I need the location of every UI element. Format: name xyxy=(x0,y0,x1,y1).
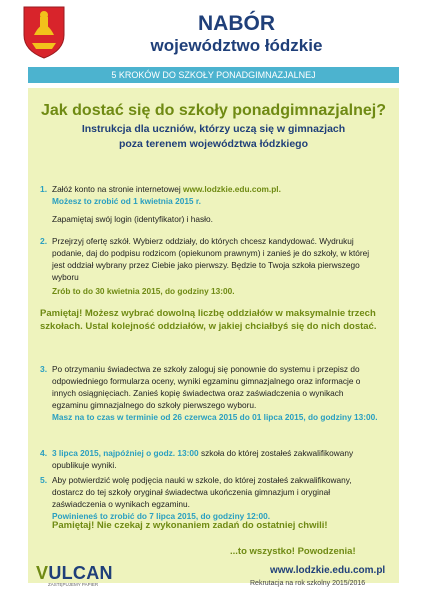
step-1-number: 1. xyxy=(40,184,48,194)
step-1-note: Zapamiętaj swój login (identyfikator) i hasło. xyxy=(52,214,213,224)
steps-banner: 5 KROKÓW DO SZKOŁY PONADGIMNAZJALNEJ xyxy=(28,67,399,83)
headline: Jak dostać się do szkoły ponadgimnazjalnej? xyxy=(41,102,386,119)
step-2-deadline: Zrób to do 30 kwietnia 2015, do godziny 13:00. xyxy=(52,286,235,296)
step-3 xyxy=(30,363,395,441)
step-1-text: Załóż konto na stronie internetowej xyxy=(52,184,183,194)
step-1-link[interactable]: www.lodzkie.edu.com.pl. xyxy=(182,184,281,194)
step-4-text: szkoła do której zostałeś zakwalifikowany opublikuje wyniki. xyxy=(52,448,354,470)
outro-text: ...to wszystko! Powodzenia! xyxy=(230,546,356,557)
vulcan-logo xyxy=(36,563,113,587)
step-4-highlight: 3 lipca 2015, najpóźniej o godz. 13:00 xyxy=(52,448,199,458)
step-4 xyxy=(30,447,395,473)
subheadline-line-1: Instrukcja dla uczniów, którzy uczą się w gimnazjach xyxy=(81,123,346,135)
logo-letter-v: V xyxy=(36,563,49,583)
step-3-deadline: Masz na to czas w terminie od 26 czerwca 2015 do 01 lipca 2015, do godziny 13:00. xyxy=(52,412,378,422)
step-1 xyxy=(30,183,395,223)
step-4-number: 4. xyxy=(40,448,48,458)
step-3-text: Po otrzymaniu świadectwa ze szkoły zaloguj się ponownie do systemu i przepisz do odpowiedniego formularza oceny, wyniki egzaminu gimnazjalnego oraz informacje o innych osiągnięciach. Zanieś kopię świadectwa oraz zaświadczenia o wynikach egzaminu gimnazjalnego do szkoły pierwszego wyboru. xyxy=(52,364,361,410)
footer-recruitment-year: Rekrutacja na rok szkolny 2015/2016 xyxy=(250,580,366,587)
reminder-choice: Pamiętaj! Możesz wybrać dowolną liczbę oddziałów w maksymalnie trzech szkołach. Ustal kolejność oddziałów, w jakiej chciałbyś się do nich dostać. xyxy=(40,308,377,332)
logo-word: ULCAN xyxy=(48,563,113,583)
subheadline xyxy=(28,122,399,152)
header-title: NABÓR xyxy=(198,12,275,35)
step-5-deadline: Powinieneś to zrobić do 7 lipca 2015, do godziny 12:00. xyxy=(52,511,271,521)
logo-tagline: ZASTĘPUJEMY PAPIER xyxy=(48,582,99,587)
header-subtitle: województwo łódzkie xyxy=(150,36,323,55)
step-5-text: Aby potwierdzić wolę podjęcia nauki w szkole, do której zostałeś zakwalifikowany, dostarcz do tej szkoły oryginał świadectwa ukończenia gimnazjum i oryginał zaświadczenia o wynikach egzaminu. xyxy=(52,475,352,509)
step-1-deadline: Możesz to zrobić od 1 kwietnia 2015 r. xyxy=(52,196,201,206)
reminder-deadline: Pamiętaj! Nie czekaj z wykonaniem zadań do ostatniej chwili! xyxy=(52,520,328,531)
step-2 xyxy=(30,235,395,305)
subheadline-line-2: poza terenem województwa łódzkiego xyxy=(118,138,309,150)
step-2-text: Przejrzyj ofertę szkół. Wybierz oddziały, do których chcesz kandydować. Wydrukuj podanie, daj do podpisu rodzicom (opiekunom prawnym) i zanieś je do szkoły, w której jest oddział wybrany przez Ciebie jako pierwszy. Będzie to Twoja szkoła pierwszego wyboru xyxy=(52,236,370,282)
step-2-number: 2. xyxy=(40,236,48,246)
footer-website-link[interactable]: www.lodzkie.edu.com.pl xyxy=(270,565,386,576)
step-5-number: 5. xyxy=(40,475,48,485)
step-3-number: 3. xyxy=(40,364,48,374)
